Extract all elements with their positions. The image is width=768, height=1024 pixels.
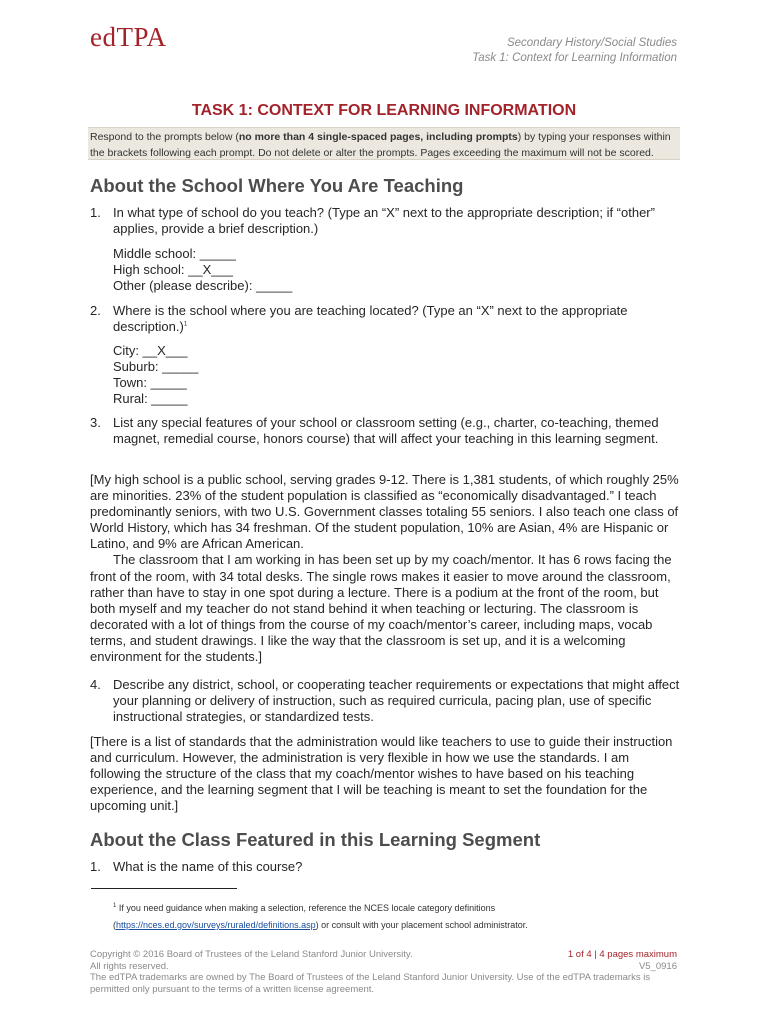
- prompt-number: 2.: [90, 303, 101, 318]
- option-town: Town: _____: [113, 375, 187, 390]
- section-heading-class: About the Class Featured in this Learning Segment: [90, 829, 541, 850]
- prompt-school-location: [90, 303, 680, 337]
- prompt-text: Where is the school where you are teaching located? (Type an “X” next to the appropriate description.): [113, 303, 628, 334]
- footer-trademark: The edTPA trademarks are owned by The Board of Trustees of the Leland Stanford Junior University. Use of the edTPA trademarks is: [90, 972, 651, 983]
- option-rural: Rural: _____: [113, 391, 188, 406]
- response-paragraph: The classroom that I am working in has been set up by my coach/mentor. It has 6 rows facing the front of the room, with 34 total desks. The single rows makes it easier to move around the classroom, rather than have to stay in one spot during a lecture. There is a podium at the front of the room, but both myself and my teacher do not stand behind it when teaching or lecturing. The classroom is decorated with a lot of things from the course of my coach/mentor’s career, including maps, vocab terms, and student drawings. I like the way that the classroom is set up, and it is a welcoming environment for the students.]: [90, 552, 672, 665]
- prompt-text: List any special features of your school or classroom setting (e.g., charter, co-teaching, themed magnet, remedial course, honors course) that will affect your teaching in this learning segment.: [113, 415, 659, 446]
- footnote-text: If you need guidance when making a selection, reference the NCES locale category definitions: [118, 903, 496, 913]
- footnote-line-2: (https://nces.ed.gov/surveys/ruraled/definitions.asp) or consult with your placement school administrator.: [113, 920, 528, 930]
- instructions-text-1: Respond to the prompts below (: [90, 131, 239, 143]
- option-city: City: __X___: [113, 343, 188, 358]
- page-number: 1 of 4 | 4 pages maximum: [567, 949, 677, 960]
- option-suburb: Suburb: _____: [113, 359, 199, 374]
- header-task: Task 1: Context for Learning Information: [472, 52, 677, 64]
- instructions-bold: no more than 4 single-spaced pages, including prompts: [238, 131, 518, 143]
- prompt-number: 1.: [90, 205, 101, 220]
- footnote-text-end: ) or consult with your placement school administrator.: [315, 920, 528, 930]
- prompt-number: 1.: [90, 859, 101, 874]
- header-subject: Secondary History/Social Studies: [506, 37, 677, 49]
- prompt-number: 3.: [90, 415, 101, 430]
- footer-copyright: Copyright © 2016 Board of Trustees of the Leland Stanford Junior University. All rights reserved. The edTPA trademarks are owned by The Board of Trustees of the Leland Stanford Junior University. Use of the edTPA trademarks is permitted only pursuant to the terms of a written license agreement.: [90, 949, 651, 995]
- response-requirements: [There is a list of standards that the administration would like teachers to use to guide their instruction and curriculum. However, the administration is very flexible in how we use the standards. I am following the structure of the class that my coach/mentor wishes to have based on his teaching experience, and the learning segment that I will be teaching is meant to set the foundation for the upcoming unit.]: [90, 734, 673, 814]
- prompt-number: 4.: [90, 677, 101, 692]
- prompt-requirements: [90, 677, 680, 727]
- prompt-school-type: [90, 205, 680, 239]
- footnote-line-1: [113, 900, 633, 916]
- instructions-box: [88, 127, 680, 160]
- footer-page-info: [568, 949, 677, 972]
- version-label: V5_0916: [638, 960, 677, 972]
- prompt-special-features: [90, 415, 680, 465]
- instructions-text-2: ) by typing your responses within the brackets following each prompt. Do not delete or alter the prompts. Pages exceeding the maximum will not be scored.: [90, 131, 671, 159]
- option-high-school: High school: __X___: [113, 262, 233, 277]
- footnote-mark: 1: [113, 903, 117, 909]
- option-middle-school: Middle school: _____: [113, 246, 236, 261]
- section-heading-school: About the School Where You Are Teaching: [90, 175, 464, 196]
- response-special-features: [90, 472, 680, 665]
- prompt-text: Describe any district, school, or cooperating teacher requirements or expectations that might affect your planning or delivery of instruction, such as required curricula, pacing plan, use of specific instructional strategies, or standardized tests.: [113, 677, 680, 724]
- edtpa-logo: edTPA: [90, 22, 167, 52]
- prompt-course-name: [90, 859, 680, 877]
- nces-definitions-link[interactable]: https://nces.ed.gov/surveys/ruraled/definitions.asp: [116, 920, 316, 930]
- option-other: Other (please describe): _____: [113, 278, 293, 293]
- footnote-separator: [91, 888, 237, 889]
- prompt-text: What is the name of this course?: [113, 859, 303, 874]
- page-title: TASK 1: CONTEXT FOR LEARNING INFORMATION: [191, 102, 577, 119]
- prompt-text: In what type of school do you teach? (Type an “X” next to the appropriate description; if “other” applies, provide a brief description.): [113, 205, 655, 236]
- footnote-reference: 1: [183, 321, 188, 328]
- response-paragraph: [My high school is a public school, serving grades 9-12. There is 1,381 students, of which roughly 25% are minorities. 23% of the student population is classified as “economically disadvantaged.” I teach predominantly seniors, with two U.S. Government classes totaling 55 seniors. I also teach one class of World History, which has 34 freshman. Of the student population, 10% are Asian, 4% are Hispanic or Latino, and 9% are African American.: [90, 472, 679, 552]
